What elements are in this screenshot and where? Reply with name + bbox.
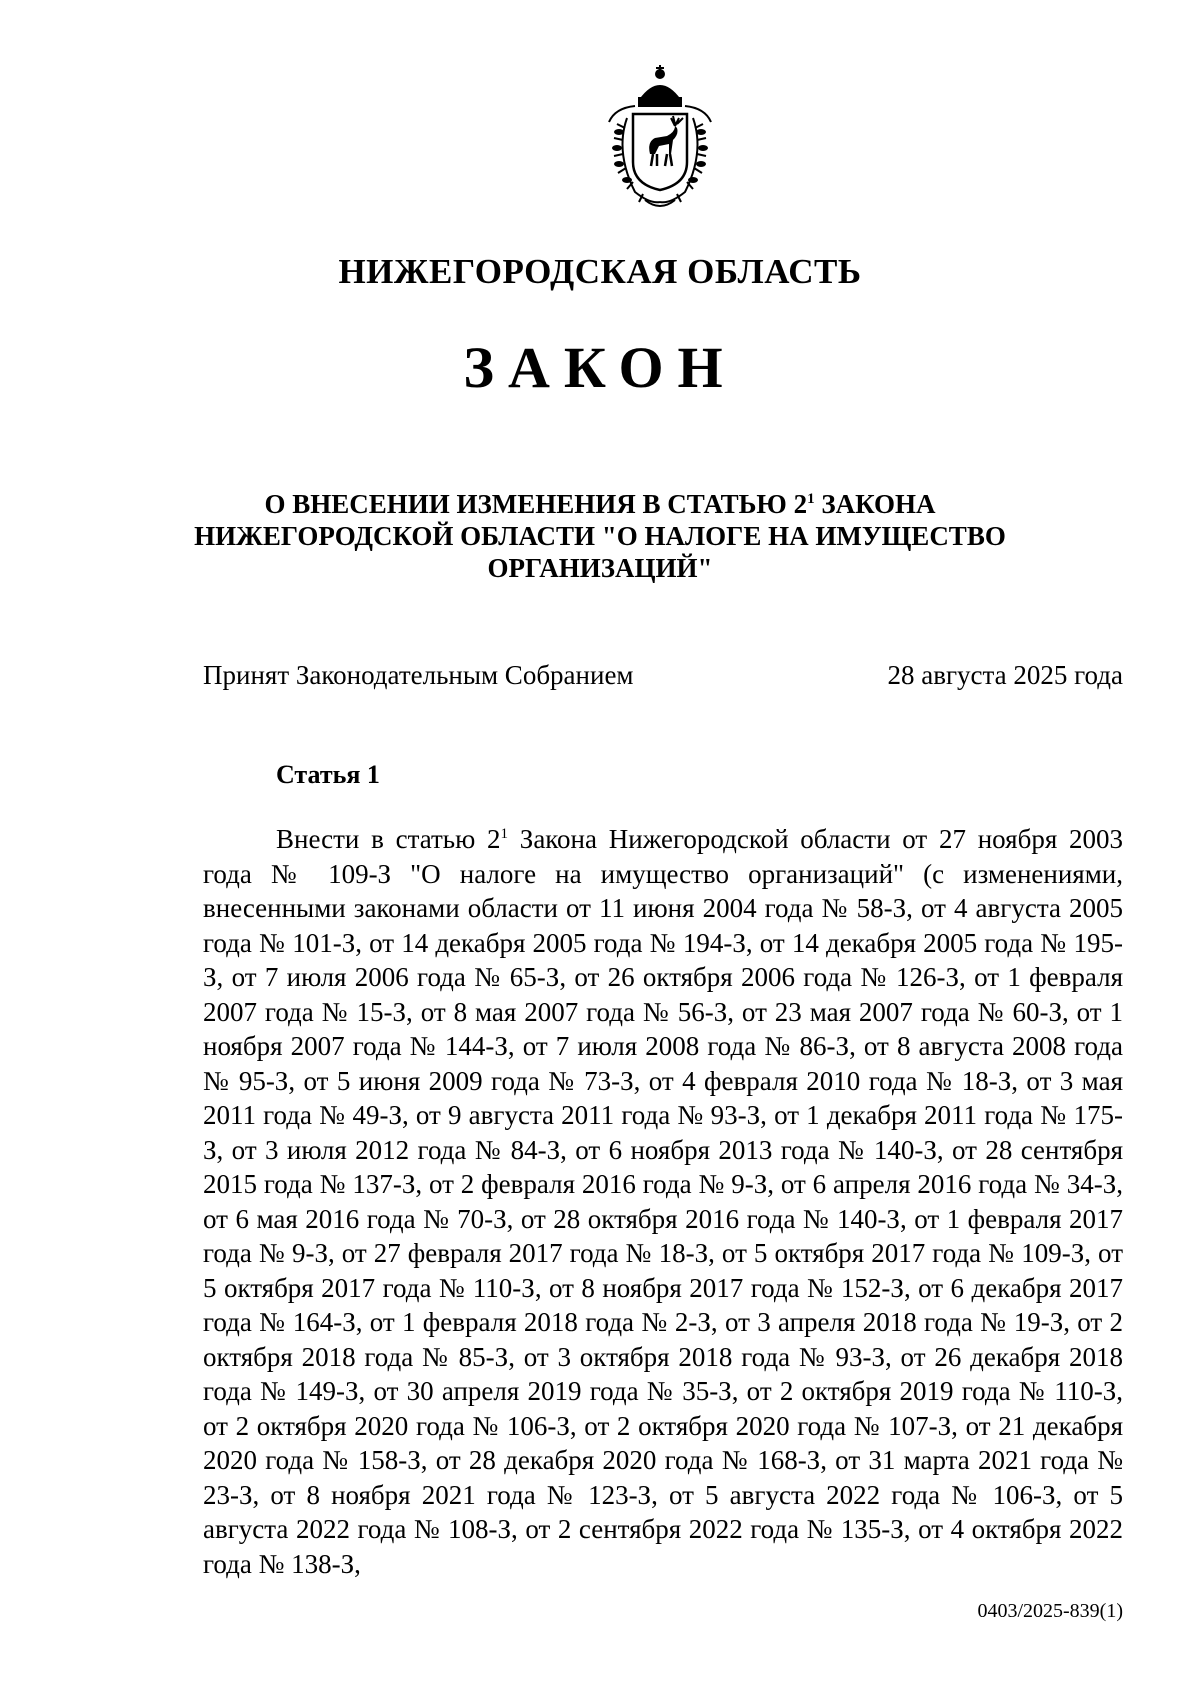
article-heading: Статья 1 xyxy=(276,760,380,789)
coat-of-arms-icon xyxy=(595,62,725,212)
document-code: 0403/2025-839(1) xyxy=(977,1600,1123,1622)
adoption-line xyxy=(203,660,1123,691)
document-type: ЗАКОН xyxy=(463,335,737,400)
article-body: Внести в статью $2^1$ Закона Нижегородской области от 27 ноября 2003 года № 109-З "О налоге на имущество организаций" (с изменениями, внесенными законами области от 11 июня 2004 года № 58-З, от 4 августа 2005 года № 101-З, от 14 декабря 2005 года № 194-З, от 14 декабря 2005 года № 195-З, от 7 июля 2006 года № 65-З, от 26 октября 2006 года № 126-З, от 1 февраля 2007 года № 15-З, от 8 мая 2007 года № 56-З, от 23 мая 2007 года № 60-З, от 1 ноября 2007 года № 144-З, от 7 июля 2008 года № 86-З, от 8 августа 2008 года № 95-З, от 5 июня 2009 года № 73-З, от 4 февраля 2010 года № 18-З, от 3 мая 2011 года № 49-З, от 9 августа 2011 года № 93-З, от 1 декабря 2011 года № 175-З, от 3 июля 2012 года № 84-З, от 6 ноября 2013 года № 140-З, от 28 сентября 2015 года № 137-З, от 2 февраля 2016 года № 9-З, от 6 апреля 2016 года № 34-З, от 6 мая 2016 года № 70-З, от 28 октября 2016 года № 140-З, от 1 февраля 2017 года № 9-З, от 27 февраля 2017 года № 18-З, от 5 октября 2017 года № 109-З, от 5 октября 2017 года № 110-З, от 8 ноября 2017 года № 152-З, от 6 декабря 2017 года № 164-З, от 1 февраля 2018 года № 2-З, от 3 апреля 2018 года № 19-З, от 2 октября 2018 года № 85-З, от 3 октября 2018 года № 93-З, от 26 декабря 2018 года № 149-З, от 30 апреля 2019 года № 35-З, от 2 октября 2019 года № 110-З, от 2 октября 2020 года № 106-З, от 2 октября 2020 года № 107-З, от 21 декабря 2020 года № 158-З, от 28 декабря 2020 года № 168-З, от 31 марта 2021 года № 23-З, от 8 ноября 2021 года № 123-З, от 5 августа 2022 года № 106-З, от 5 августа 2022 года № 108-З, от 2 сентября 2022 года № 135-З, от 4 октября 2022 года № 138-З, xyxy=(203,824,1123,1579)
law-title xyxy=(160,488,1040,584)
law-title-line-1: О ВНЕСЕНИИ ИЗМЕНЕНИЯ В СТАТЬЮ $2^1$ ЗАКОНА xyxy=(264,489,936,519)
adopted-by: Принят Законодательным Собранием xyxy=(203,660,634,690)
law-title-line-2: НИЖЕГОРОДСКОЙ ОБЛАСТИ "О НАЛОГЕ НА ИМУЩЕСТВО xyxy=(194,521,1006,551)
region-name: НИЖЕГОРОДСКАЯ ОБЛАСТЬ xyxy=(338,252,862,291)
adoption-date: 28 августа 2025 года xyxy=(887,660,1123,690)
law-title-line-3: ОРГАНИЗАЦИЙ" xyxy=(487,553,713,583)
